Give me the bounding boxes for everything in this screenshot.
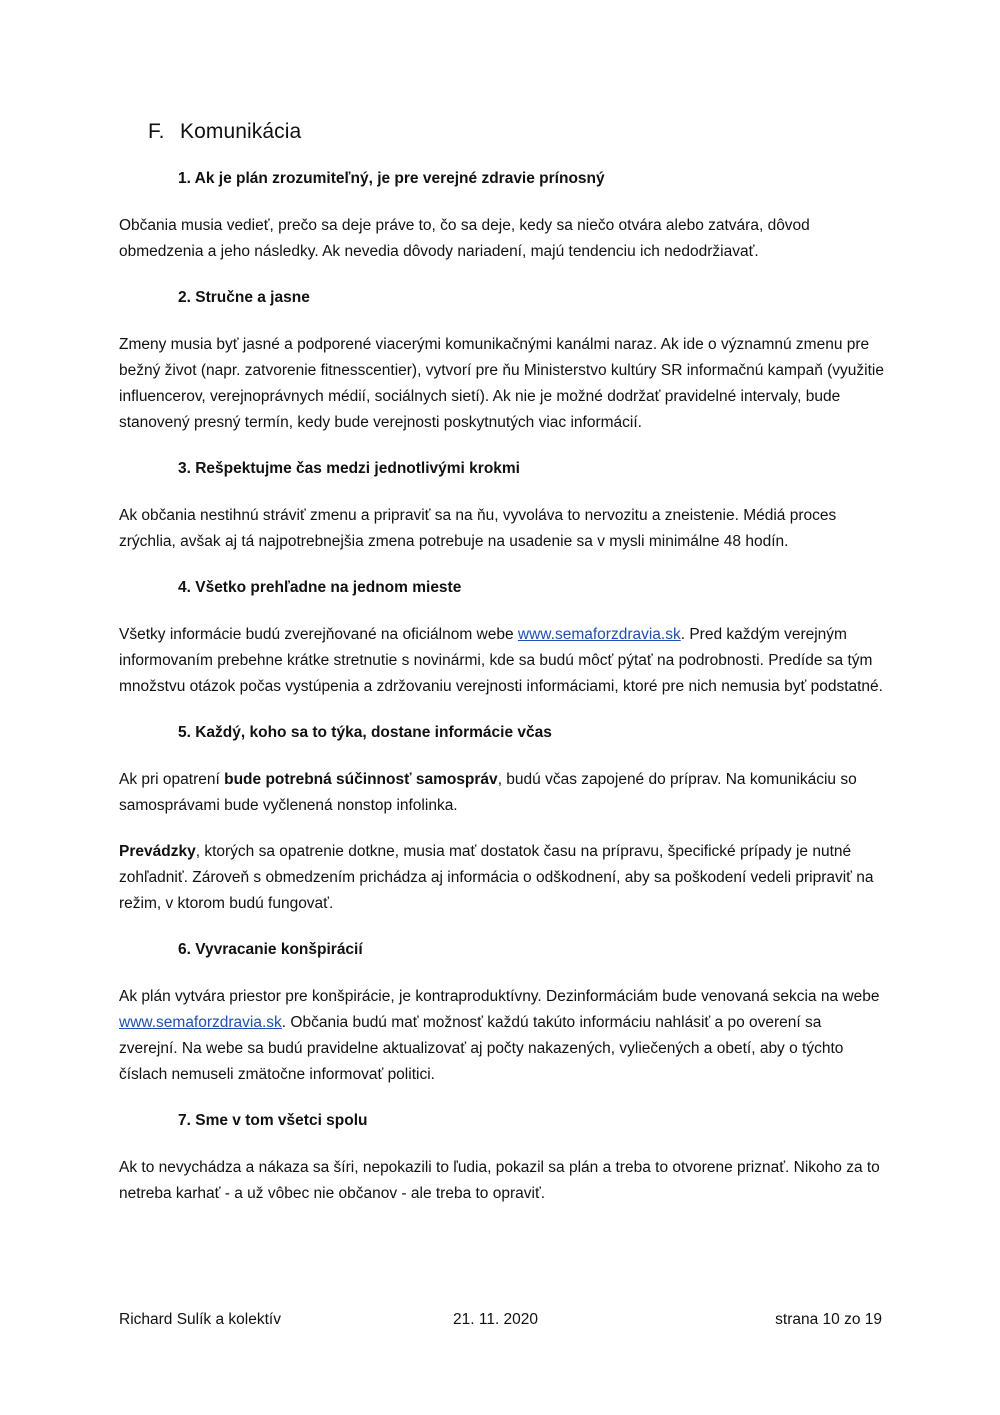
paragraph-text: . Pred každým verejným informovaním prebehne krátke stretnutie s novinármi, kde sa budú môcť pýtať na podrobnosti. Predíde sa tým množstvu otázok počas vystúpenia a zdržovaniu verejnosti informáciami, ktoré pre nich nemusia byť podstatné. — [119, 626, 883, 695]
paragraph-text: . Občania budú mať možnosť každú takúto informáciu nahlásiť a po overení sa zverejní. Na webe sa budú pravidelne aktualizovať aj počty nakazených, vyliečených a obetí, aby o týchto číslach nemuseli zmätočne informovať politici. — [119, 1014, 844, 1083]
website-link[interactable]: www.semaforzdravia.sk — [119, 1014, 282, 1031]
subheading-3: 3. Rešpektujme čas medzi jednotlivými krokmi — [178, 460, 520, 477]
subheading-6: 6. Vyvracanie konšpirácií — [178, 941, 363, 958]
paragraph-1 — [119, 213, 884, 265]
bold-phrase: Prevádzky — [119, 843, 196, 860]
paragraph-6 — [119, 984, 884, 1088]
paragraph-7 — [119, 1155, 884, 1207]
bold-phrase: bude potrebná súčinnosť samospráv — [224, 771, 498, 788]
subheading-5: 5. Každý, koho sa to týka, dostane informácie včas — [178, 724, 552, 741]
paragraph-2 — [119, 332, 884, 436]
paragraph-3 — [119, 503, 884, 555]
paragraph-5b — [119, 839, 884, 917]
paragraph-text: Všetky informácie budú zverejňované na oficiálnom webe — [119, 626, 518, 643]
subheading-7: 7. Sme v tom všetci spolu — [178, 1112, 368, 1129]
paragraph-text: , ktorých sa opatrenie dotkne, musia mať dostatok času na prípravu, špecifické prípady je nutné zohľadniť. Zároveň s obmedzením prichádza aj informácia o odškodnení, aby sa poškodení vedeli pripraviť na režim, v ktorom budú fungovať. — [119, 843, 874, 912]
paragraph-text: Ak plán vytvára priestor pre konšpirácie, je kontraproduktívny. Dezinformáciám bude venovaná sekcia na webe — [119, 988, 880, 1005]
subheading-2: 2. Stručne a jasne — [178, 289, 310, 306]
paragraph-text: Občania musia vedieť, prečo sa deje práve to, čo sa deje, kedy sa niečo otvára alebo zatvára, dôvod obmedzenia a jeho následky. Ak nevedia dôvody nariadení, majú tendenciu ich nedodržiavať. — [119, 217, 810, 260]
subheading-4: 4. Všetko prehľadne na jednom mieste — [178, 579, 462, 596]
footer-author: Richard Sulík a kolektív — [119, 1311, 281, 1328]
section-heading — [148, 120, 301, 144]
paragraph-text: , budú včas zapojené do príprav. Na komunikáciu so samosprávami bude vyčlenená nonstop infolinka. — [119, 771, 857, 814]
paragraph-4 — [119, 622, 884, 700]
subheading-1: 1. Ak je plán zrozumiteľný, je pre verejné zdravie prínosný — [178, 170, 605, 187]
paragraph-text: Ak občania nestihnú stráviť zmenu a pripraviť sa na ňu, vyvoláva to nervozitu a zneistenie. Médiá proces zrýchlia, avšak aj tá najpotrebnejšia zmena potrebuje na usadenie sa v mysli minimálne 48 hodín. — [119, 507, 837, 550]
paragraph-text: Ak pri opatrení — [119, 771, 225, 788]
section-title: Komunikácia — [180, 120, 302, 143]
paragraph-text: Zmeny musia byť jasné a podporené viacerými komunikačnými kanálmi naraz. Ak ide o významnú zmenu pre bežný život (napr. zatvorenie fitnesscentier), vytvorí pre ňu Ministerstvo kultúry SR informačnú kampaň (využitie influencerov, verejnoprávnych médií, sociálnych sietí). Ak nie je možné dodržať pravidelné intervaly, bude stanovený presný termín, kedy bude verejnosti poskytnutých viac informácií. — [119, 336, 884, 431]
footer-date: 21. 11. 2020 — [453, 1311, 539, 1328]
website-link[interactable]: www.semaforzdravia.sk — [517, 626, 681, 643]
paragraph-5a — [119, 767, 884, 819]
page-footer — [119, 1311, 882, 1335]
paragraph-text: Ak to nevychádza a nákaza sa šíri, nepokazili to ľudia, pokazil sa plán a treba to otvorene priznať. Nikoho za to netreba karhať - a už vôbec nie občanov - ale treba to opraviť. — [119, 1159, 880, 1202]
footer-page-number: strana 10 zo 19 — [775, 1311, 882, 1328]
document-body — [119, 166, 884, 1227]
section-letter: F. — [148, 120, 165, 143]
